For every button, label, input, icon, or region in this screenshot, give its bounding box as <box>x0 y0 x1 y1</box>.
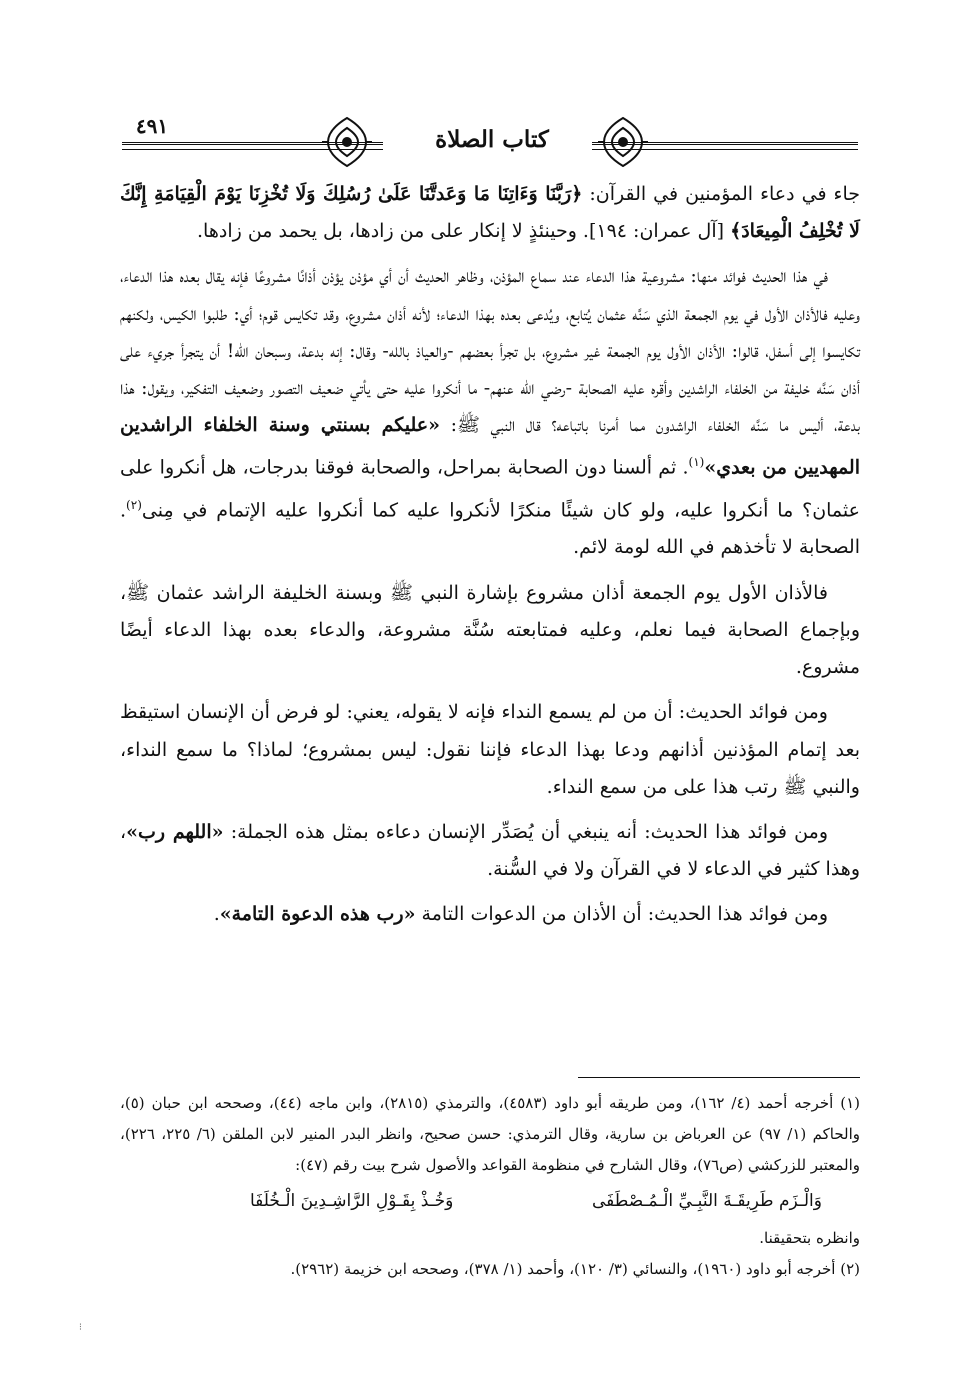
text-span: ومن فوائد هذا الحديث: أن الأذان من الدعوات التامة <box>415 903 828 926</box>
footnote-ref[interactable]: (١) <box>688 455 705 470</box>
poem-verse <box>120 1181 860 1223</box>
footnote-divider <box>578 1077 860 1078</box>
text-span: في هذا الحديث فوائد منها: مشروعية هذا الدعاء عند سماع المؤذن، وظاهر الحديث أن أي مؤذن يؤذن أذانًا مشروعًا فإنه يقال بعده هذا الدعاء، وعليه فالأذان الأول في يوم الجمعة الذي سَنَّه عثمان يُتابع، ويُدعى بعده بهذا الدعاء؛ لأنه أذان مشروع، وقد تكايس قوم؛ أي: طلبوا الكيس، ولكنهم تكايسوا إلى أسفل، قالوا: الأذان الأول يوم الجمعة غير مشروع، بل تجرأ بعضهم -والعياذ بالله- وقال: إنه بدعة، وسبحان الله! أن يتجرأ جريء على أذان سَنَّه خليفة من الخلفاء الراشدين وأقره عليه الصحابة -رضي الله عنهم- ما أنكروا عليه حتى يأتي ضعيف التصور وضعيف التفكير، ويقول: هذا بدعة، أليس ما سَنَّه الخلفاء الراشدون مما أمرنا باتباعه؟ قال النبي ﷺ: <box>120 265 860 437</box>
quote: «رب هذه الدعوة التامة» <box>219 903 416 926</box>
scan-mark: ⁝ <box>78 1322 82 1333</box>
paragraph: فالأذان الأول يوم الجمعة أذان مشروع بإشارة النبي ﷺ وبسنة الخليفة الراشد عثمان ﷺ، وبإجماع الصحابة فيما نعلم، وعليه فمتابعته سُنَّة مشروعة، والدعاء بعده بهذا الدعاء أيضًا مشروع. <box>120 581 860 679</box>
text-span: . <box>213 903 220 926</box>
poem-hemistich-left: وَخُـذْ بِقَـوْلِ الرَّاشِـدِينَ الْـخُلَفَا <box>250 1191 454 1211</box>
text-span: . وحينئذٍ لا إنكار على من زادها، بل يحمد من زادها. <box>197 220 589 243</box>
main-text <box>120 176 860 934</box>
arabesque-ornament-icon <box>598 114 648 170</box>
page-header <box>122 112 858 172</box>
poem-hemistich-right: وَالْـزَم طَرِيقَـةَ النَّبِـيِّ الْـمُـصْطَفَى <box>591 1191 822 1211</box>
text-span: جاء في دعاء المؤمنين في القرآن: <box>582 183 860 205</box>
footnote-end: وانظره بتحقيقنا. <box>759 1229 860 1247</box>
paragraph <box>120 258 860 566</box>
text-span: ومن فوائد هذا الحديث: أنه ينبغي أن يُصَدِّر الإنسان دعاءه بمثل هذه الجملة: <box>223 820 829 843</box>
footnote: (١) أخرجه أحمد (٤/ ١٦٢)، ومن طريقه أبو داود (٤٥٨٣)، والترمذي (٢٨١٥)، وابن ماجه (٤٤)، وصححه ابن حبان (٥)، والحاكم (١/ ٩٧) عن العرباض بن سارية، وقال الترمذي: حسن صحيح، وانظر البدر المنير لابن الملقن (٦/ ٢٢٥، ٢٢٦)، والمعتبر للزركشي (ص٧٦)، وقال الشارح في منظومة القواعد والأصول شرح بيت رقم (٤٧): <box>120 1094 861 1174</box>
paragraph <box>120 896 860 933</box>
paragraph: ومن فوائد الحديث: أن من لم يسمع النداء فإنه لا يقوله، يعني: لو فرض أن الإنسان استيقظ بعد إتمام المؤذنين أذانهم ودعا بهذا الدعاء فإننا نقول: ليس بمشروع؛ لماذا؟ ما سمع النداء، والنبي ﷺ رتب هذا على من سمع النداء. <box>120 701 860 798</box>
quote: «اللهم رب» <box>126 820 224 843</box>
footnotes <box>120 1088 860 1285</box>
hadith-quote: «عليكم بسنتي وسنة الخلفاء الراشدين المهديين من بعدي» <box>120 414 860 479</box>
arabesque-ornament-icon <box>322 114 372 170</box>
text-span: . الصحابة لا تأخذهم في الله لومة لائم. <box>120 499 860 559</box>
footnote-ref[interactable]: (٢) <box>126 497 142 512</box>
paragraph <box>120 176 860 250</box>
page-title: كتاب الصلاة <box>435 126 549 153</box>
page-number: ٤٩١ <box>135 114 169 138</box>
text-span: . ثم ألسنا دون الصحابة بمراحل، والصحابة فوقنا بدرجات، هل أنكروا على عثمان؟ ما أنكروا عليه، ولو كان شيئًا منكرًا لأنكروا عليه كما أنكروا عليه الإتمام في مِنى <box>120 456 860 522</box>
footnote: (٢) أخرجه أبو داود (١٩٦٠)، والنسائي (٣/ ١٢٠)، وأحمد (١/ ٣٧٨)، وصححه ابن خزيمة (٢٩٦٢). <box>290 1260 860 1278</box>
verse-reference: [آل عمران: ١٩٤] <box>588 220 731 243</box>
paragraph <box>120 814 860 888</box>
text-span: ، وهذا كثير في الدعاء لا في القرآن ولا في السُّنة. <box>120 820 860 881</box>
quran-verse: ﴿رَبَّنَا وَءَاتِنَا مَا وَعَدتَّنَا عَلَىٰ رُسُلِكَ وَلَا تُخْزِنَا يَوْمَ الْقِيَامَةِ إِنَّكَ لَا تُخْلِفُ الْمِيعَادَ﴾ <box>120 183 860 243</box>
